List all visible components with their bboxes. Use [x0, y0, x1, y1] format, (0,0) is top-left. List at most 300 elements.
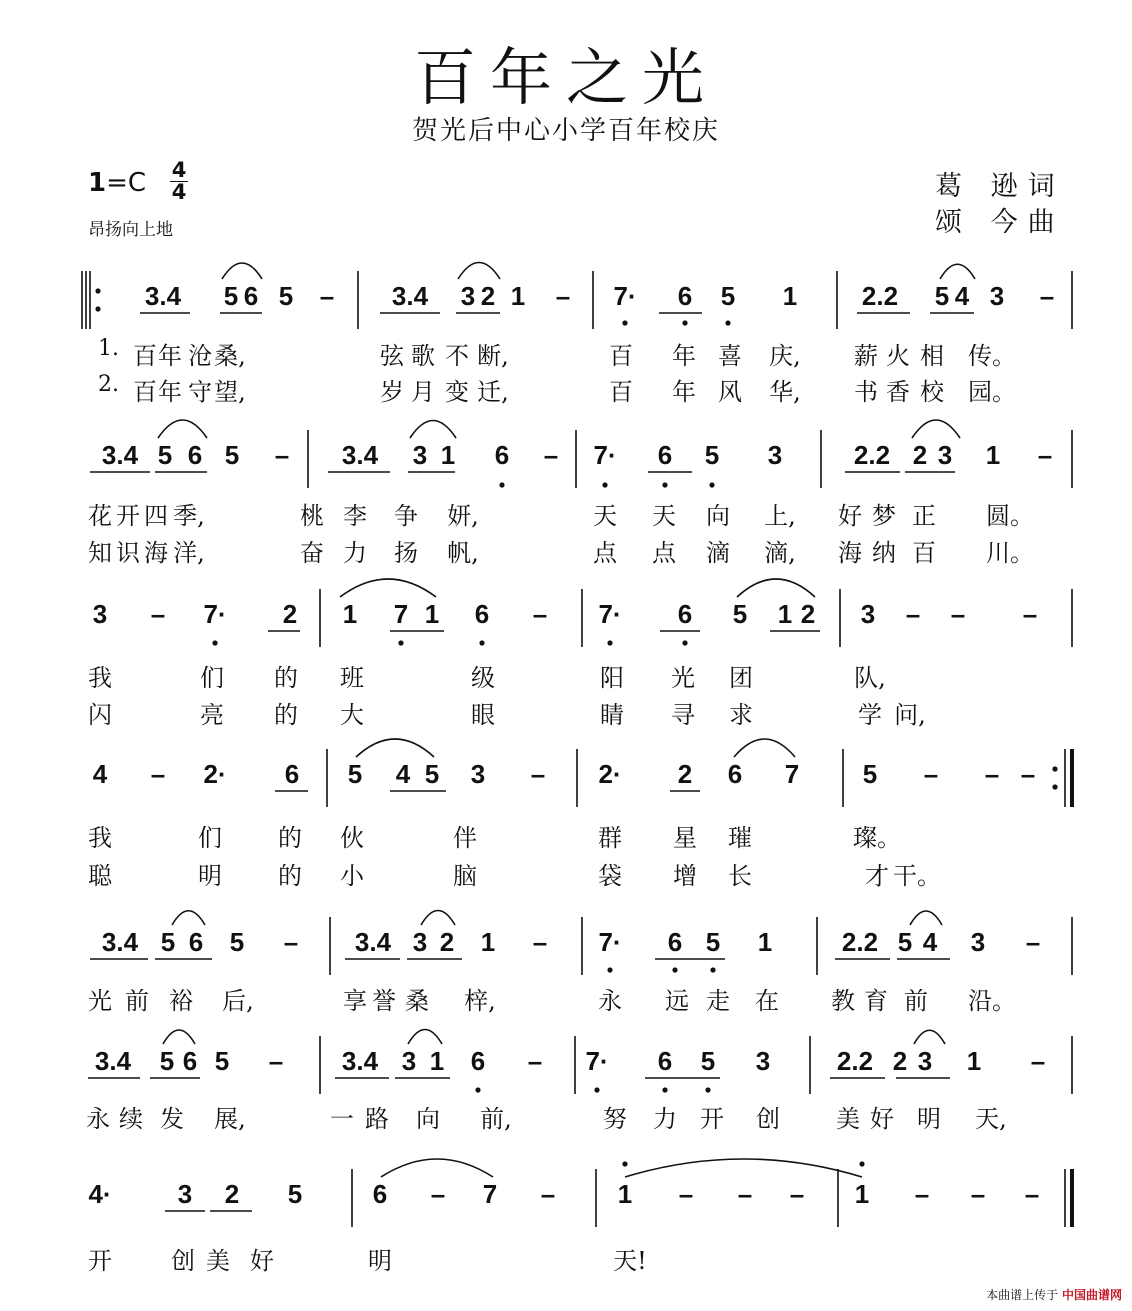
lyric-char: 迁, — [477, 378, 509, 406]
note: 7· — [598, 927, 622, 957]
note: 7· — [203, 599, 227, 629]
lyric-char: 光 — [88, 987, 112, 1015]
lyric-char: 梦 — [872, 502, 896, 530]
note: 3 — [767, 440, 783, 470]
note: 2 — [800, 599, 816, 629]
note: 1 — [854, 1179, 870, 1209]
note: 2· — [598, 759, 622, 789]
lyric-char: 群 — [598, 824, 622, 852]
note: 5 — [720, 281, 736, 311]
lyric-char: 我 — [88, 824, 112, 852]
note: 7 — [482, 1179, 498, 1209]
note: 1 — [782, 281, 798, 311]
note: 2 — [224, 1179, 240, 1209]
lyric-char: 光 — [671, 664, 695, 692]
note: – — [984, 759, 1000, 789]
note: 6 — [657, 1046, 673, 1076]
note: – — [1039, 281, 1055, 311]
repeat-dot — [95, 288, 100, 293]
lyric-char: 百 — [133, 378, 157, 406]
lyric-char: 续 — [119, 1105, 143, 1133]
lyric-char: 好 — [838, 502, 862, 530]
lyric-char: 前, — [480, 1105, 512, 1133]
lyric-char: 年 — [158, 378, 182, 406]
lyric-char: 星 — [673, 824, 697, 852]
note: 3 — [460, 281, 476, 311]
lyric-char: 一 — [330, 1105, 354, 1133]
lyric-char: 海 — [144, 539, 168, 567]
lyric-char: 百 — [133, 342, 157, 370]
lyric-char: 阳 — [600, 664, 624, 692]
note: 2 — [912, 440, 928, 470]
lyric-char: 年 — [158, 342, 182, 370]
lyric-char: 天 — [652, 502, 676, 530]
slur — [914, 1030, 945, 1044]
lyric-char: 璨。 — [853, 824, 901, 852]
lyric-char: 书 — [854, 378, 878, 406]
note: 4 — [92, 759, 108, 789]
lyric-char: 干。 — [893, 862, 941, 890]
lyric-char: 队, — [854, 664, 886, 692]
note: 1 — [429, 1046, 445, 1076]
note: 3 — [755, 1046, 771, 1076]
lyric-char: 路 — [365, 1105, 389, 1133]
lyric-char: 守 — [188, 378, 212, 406]
note: 5 — [897, 927, 913, 957]
lyric-char: 桃 — [300, 502, 324, 530]
note: 7· — [585, 1046, 609, 1076]
lyric-char: 桑, — [214, 342, 246, 370]
note: 5 — [424, 759, 440, 789]
lyric-char: 向 — [416, 1105, 440, 1133]
lyric-char: 的 — [274, 664, 298, 692]
lyric-char: 创 — [756, 1105, 780, 1133]
note: 3 — [860, 599, 876, 629]
lyric-char: 望, — [214, 378, 246, 406]
lyric-char: 教 — [831, 987, 855, 1015]
high-octave-dot — [859, 1161, 864, 1166]
time-sig-top: 4 — [171, 158, 187, 182]
low-octave-dot — [602, 482, 607, 487]
lyric-char: 伙 — [340, 824, 364, 852]
lyric-char: 风 — [718, 378, 742, 406]
lyric-char: 上, — [764, 502, 796, 530]
lyric-char: 沧 — [188, 342, 212, 370]
lyric-char: 季, — [173, 502, 205, 530]
note: 7· — [593, 440, 617, 470]
lyric-char: 花 — [88, 502, 112, 530]
footer-uploaded: 本曲谱上传于 — [986, 1288, 1059, 1302]
note: 6 — [284, 759, 300, 789]
note: 7 — [393, 599, 409, 629]
note: 2.2 — [841, 927, 879, 957]
lyric-char: 好 — [250, 1247, 274, 1275]
slur — [172, 911, 205, 925]
lyric-char: 歌 — [411, 342, 435, 370]
high-octave-dot — [622, 1161, 627, 1166]
lyric-char: 妍, — [447, 502, 479, 530]
note: – — [555, 281, 571, 311]
slur — [356, 739, 434, 757]
note: 3.4 — [101, 927, 139, 957]
note: 3 — [412, 440, 428, 470]
slur — [737, 579, 815, 597]
lyric-char: 天! — [613, 1247, 647, 1275]
repeat-dot — [95, 306, 100, 311]
slur — [625, 1159, 862, 1177]
low-octave-dot — [710, 967, 715, 972]
note: – — [283, 927, 299, 957]
note: 5 — [224, 440, 240, 470]
lyric-char: 扬 — [394, 539, 418, 567]
note: 5 — [732, 599, 748, 629]
note: 3.4 — [341, 1046, 379, 1076]
lyric-char: 才 — [865, 862, 889, 890]
lyric-char: 向 — [706, 502, 730, 530]
lyric-char: 求 — [729, 701, 753, 729]
lyric-char: 桑 — [405, 987, 429, 1015]
note: 3.4 — [391, 281, 429, 311]
note: 4 — [954, 281, 970, 311]
lyric-char: 薪 — [854, 342, 878, 370]
note: – — [950, 599, 966, 629]
low-octave-dot — [594, 1087, 599, 1092]
lyric-char: 学 — [858, 701, 882, 729]
lyric-char: 点 — [652, 539, 676, 567]
note: 6 — [677, 281, 693, 311]
lyric-char: 年 — [672, 378, 696, 406]
composer-credit: 颂 今曲 — [935, 207, 1065, 238]
tempo-marking: 昂扬向上地 — [88, 220, 173, 240]
note: 5 — [157, 440, 173, 470]
lyric-char: 永 — [86, 1105, 110, 1133]
note: 5 — [278, 281, 294, 311]
note: – — [540, 1179, 556, 1209]
lyric-char: 力 — [653, 1105, 677, 1133]
slur — [340, 579, 436, 597]
slur — [410, 421, 456, 439]
note: – — [905, 599, 921, 629]
low-octave-dot — [682, 640, 687, 645]
note: – — [150, 599, 166, 629]
lyric-char: 睛 — [600, 701, 624, 729]
note: 6 — [188, 927, 204, 957]
note: 4 — [395, 759, 411, 789]
lyric-char: 好 — [870, 1105, 894, 1133]
lyric-char: 变 — [445, 378, 469, 406]
lyric-char: 伴 — [453, 824, 477, 852]
note: 7· — [598, 599, 622, 629]
lyric-char: 开 — [88, 1247, 112, 1275]
lyricist-credit: 葛 逊词 — [935, 171, 1065, 202]
lyric-char: 火 — [886, 342, 910, 370]
note: – — [678, 1179, 694, 1209]
note: 6 — [187, 440, 203, 470]
lyric-char: 美 — [836, 1105, 860, 1133]
lyric-char: 聪 — [88, 862, 112, 890]
note: 2 — [282, 599, 298, 629]
note: 6 — [727, 759, 743, 789]
note: – — [737, 1179, 753, 1209]
lyric-char: 四 — [144, 502, 168, 530]
lyric-char: 天, — [975, 1105, 1007, 1133]
note: 5 — [223, 281, 239, 311]
lyric-char: 亮 — [200, 701, 224, 729]
note: 3 — [412, 927, 428, 957]
lyric-char: 沿。 — [968, 987, 1016, 1015]
note: – — [970, 1179, 986, 1209]
lyric-char: 庆, — [769, 342, 801, 370]
lyric-char: 的 — [274, 701, 298, 729]
lyric-char: 点 — [593, 539, 617, 567]
note: – — [1037, 440, 1053, 470]
lyric-char: 眼 — [471, 701, 495, 729]
note: 2.2 — [853, 440, 891, 470]
repeat-dot — [1052, 766, 1057, 771]
slur — [912, 420, 960, 438]
note: 5 — [229, 927, 245, 957]
note: 2.2 — [836, 1046, 874, 1076]
note: 5 — [214, 1046, 230, 1076]
note: 1 — [617, 1179, 633, 1209]
lyric-char: 天 — [593, 502, 617, 530]
lyric-char: 李 — [343, 502, 367, 530]
lyric-char: 帆, — [447, 539, 479, 567]
lyric-char: 努 — [603, 1105, 627, 1133]
low-octave-dot — [672, 967, 677, 972]
lyric-char: 圆。 — [986, 502, 1034, 530]
note: – — [1025, 927, 1041, 957]
lyric-char: 华, — [769, 378, 801, 406]
note: – — [1030, 1046, 1046, 1076]
low-octave-dot — [212, 640, 217, 645]
low-octave-dot — [662, 1087, 667, 1092]
note: 4· — [88, 1179, 112, 1209]
low-octave-dot — [607, 967, 612, 972]
low-octave-dot — [682, 320, 687, 325]
lyric-char: 创 — [171, 1247, 195, 1275]
note: 5 — [862, 759, 878, 789]
note: 1 — [777, 599, 793, 629]
note: 3 — [937, 440, 953, 470]
lyric-char: 争 — [394, 502, 418, 530]
lyric-char: 百 — [609, 342, 633, 370]
note: – — [532, 599, 548, 629]
lyric-char: 正 — [912, 502, 936, 530]
note: 6 — [657, 440, 673, 470]
lyric-char: 断, — [477, 342, 509, 370]
note: 6 — [474, 599, 490, 629]
note: 2· — [203, 759, 227, 789]
slur — [458, 263, 500, 280]
note: – — [527, 1046, 543, 1076]
note: 5 — [160, 927, 176, 957]
note: 3 — [401, 1046, 417, 1076]
lyric-char: 裕 — [169, 987, 193, 1015]
note: – — [914, 1179, 930, 1209]
lyric-char: 弦 — [380, 342, 404, 370]
note: 5 — [287, 1179, 303, 1209]
note: – — [1024, 1179, 1040, 1209]
note: 6 — [677, 599, 693, 629]
lyric-char: 的 — [278, 862, 302, 890]
lyric-char: 寻 — [671, 701, 695, 729]
song-title: 百年之光 — [413, 41, 718, 114]
lyric-char: 走 — [706, 987, 730, 1015]
lyric-char: 级 — [471, 664, 495, 692]
low-octave-dot — [479, 640, 484, 645]
note: 3.4 — [341, 440, 379, 470]
lyric-char: 园。 — [968, 378, 1016, 406]
note: 7· — [613, 281, 637, 311]
note: 6 — [470, 1046, 486, 1076]
note: 1 — [985, 440, 1001, 470]
note: 1 — [966, 1046, 982, 1076]
note: 3 — [970, 927, 986, 957]
lyric-char: 展, — [214, 1105, 246, 1133]
footer — [986, 1286, 1122, 1303]
lyric-char: 闪 — [88, 701, 112, 729]
note: 3.4 — [144, 281, 182, 311]
verse-number: 2. — [98, 372, 119, 397]
lyric-char: 梓, — [464, 987, 496, 1015]
note: 3 — [989, 281, 1005, 311]
lyric-char: 誉 — [372, 987, 396, 1015]
lyric-char: 川。 — [986, 539, 1034, 567]
note: 5 — [705, 927, 721, 957]
note: – — [532, 927, 548, 957]
note: – — [430, 1179, 446, 1209]
lyric-char: 我 — [88, 664, 112, 692]
note: 3 — [92, 599, 108, 629]
low-octave-dot — [725, 320, 730, 325]
note: 6 — [243, 281, 259, 311]
note: 7 — [784, 759, 800, 789]
lyric-char: 远 — [665, 987, 689, 1015]
note: 3 — [917, 1046, 933, 1076]
lyric-char: 发 — [160, 1105, 184, 1133]
note: 2.2 — [861, 281, 899, 311]
note: 6 — [667, 927, 683, 957]
lyric-char: 美 — [206, 1247, 230, 1275]
footer-site: 中国曲谱网 — [1061, 1288, 1122, 1302]
lyric-char: 知 — [88, 539, 112, 567]
song-subtitle: 贺光后中心小学百年校庆 — [411, 116, 720, 146]
note: 6 — [494, 440, 510, 470]
note: 2 — [480, 281, 496, 311]
key-rest: =C — [106, 168, 147, 198]
lyric-char: 纳 — [872, 539, 896, 567]
slur — [408, 1030, 442, 1045]
note: – — [1020, 759, 1036, 789]
slur — [421, 911, 455, 926]
slur — [381, 1159, 493, 1177]
note: 1 — [424, 599, 440, 629]
note: 1 — [757, 927, 773, 957]
lyric-char: 前 — [904, 987, 928, 1015]
note: 6 — [182, 1046, 198, 1076]
low-octave-dot — [607, 640, 612, 645]
lyric-char: 增 — [673, 862, 697, 890]
note: 3 — [177, 1179, 193, 1209]
note: 3 — [470, 759, 486, 789]
note: 1 — [510, 281, 526, 311]
note: – — [543, 440, 559, 470]
low-octave-dot — [499, 482, 504, 487]
low-octave-dot — [662, 482, 667, 487]
lyric-char: 育 — [864, 987, 888, 1015]
lyric-char: 传。 — [968, 342, 1016, 370]
note: 2 — [439, 927, 455, 957]
note: 3.4 — [101, 440, 139, 470]
note: 1 — [440, 440, 456, 470]
note: – — [274, 440, 290, 470]
lyric-char: 前 — [125, 987, 149, 1015]
lyric-char: 月 — [411, 378, 435, 406]
lyric-char: 识 — [116, 539, 140, 567]
lyric-char: 滴, — [764, 539, 796, 567]
slur — [940, 264, 975, 279]
lyric-char: 百 — [609, 378, 633, 406]
slur — [158, 420, 207, 438]
slur — [734, 739, 795, 757]
verse-number: 1. — [98, 336, 119, 361]
lyric-char: 不 — [445, 342, 469, 370]
lyric-char: 明 — [198, 862, 222, 890]
lyric-char: 滴 — [706, 539, 730, 567]
note: 5 — [700, 1046, 716, 1076]
note: 2 — [677, 759, 693, 789]
lyric-char: 喜 — [718, 342, 742, 370]
lyric-char: 百 — [912, 539, 936, 567]
note: 5 — [347, 759, 363, 789]
lyric-char: 在 — [755, 987, 779, 1015]
lyric-char: 香 — [886, 378, 910, 406]
note: 5 — [159, 1046, 175, 1076]
slur — [910, 911, 942, 925]
low-octave-dot — [709, 482, 714, 487]
lyric-char: 奋 — [300, 539, 324, 567]
lyric-char: 年 — [672, 342, 696, 370]
repeat-dot — [1052, 784, 1057, 789]
low-octave-dot — [705, 1087, 710, 1092]
lyric-char: 海 — [838, 539, 862, 567]
note: 5 — [704, 440, 720, 470]
note: 3.4 — [354, 927, 392, 957]
lyric-char: 长 — [728, 862, 752, 890]
lyric-char: 班 — [340, 664, 364, 692]
lyric-char: 问, — [894, 701, 926, 729]
lyric-char: 享 — [343, 987, 367, 1015]
note: 6 — [372, 1179, 388, 1209]
lyric-char: 开 — [116, 502, 140, 530]
lyric-char: 的 — [278, 824, 302, 852]
note: 2 — [892, 1046, 908, 1076]
lyric-char: 洋, — [173, 539, 205, 567]
note: – — [1022, 599, 1038, 629]
lyric-char: 们 — [198, 824, 222, 852]
note: 1 — [342, 599, 358, 629]
note: 5 — [934, 281, 950, 311]
lyric-char: 永 — [598, 987, 622, 1015]
lyric-char: 袋 — [598, 862, 622, 890]
lyric-char: 开 — [700, 1105, 724, 1133]
note: – — [789, 1179, 805, 1209]
note: 1 — [480, 927, 496, 957]
lyric-char: 团 — [729, 664, 753, 692]
note: – — [923, 759, 939, 789]
note: – — [268, 1046, 284, 1076]
